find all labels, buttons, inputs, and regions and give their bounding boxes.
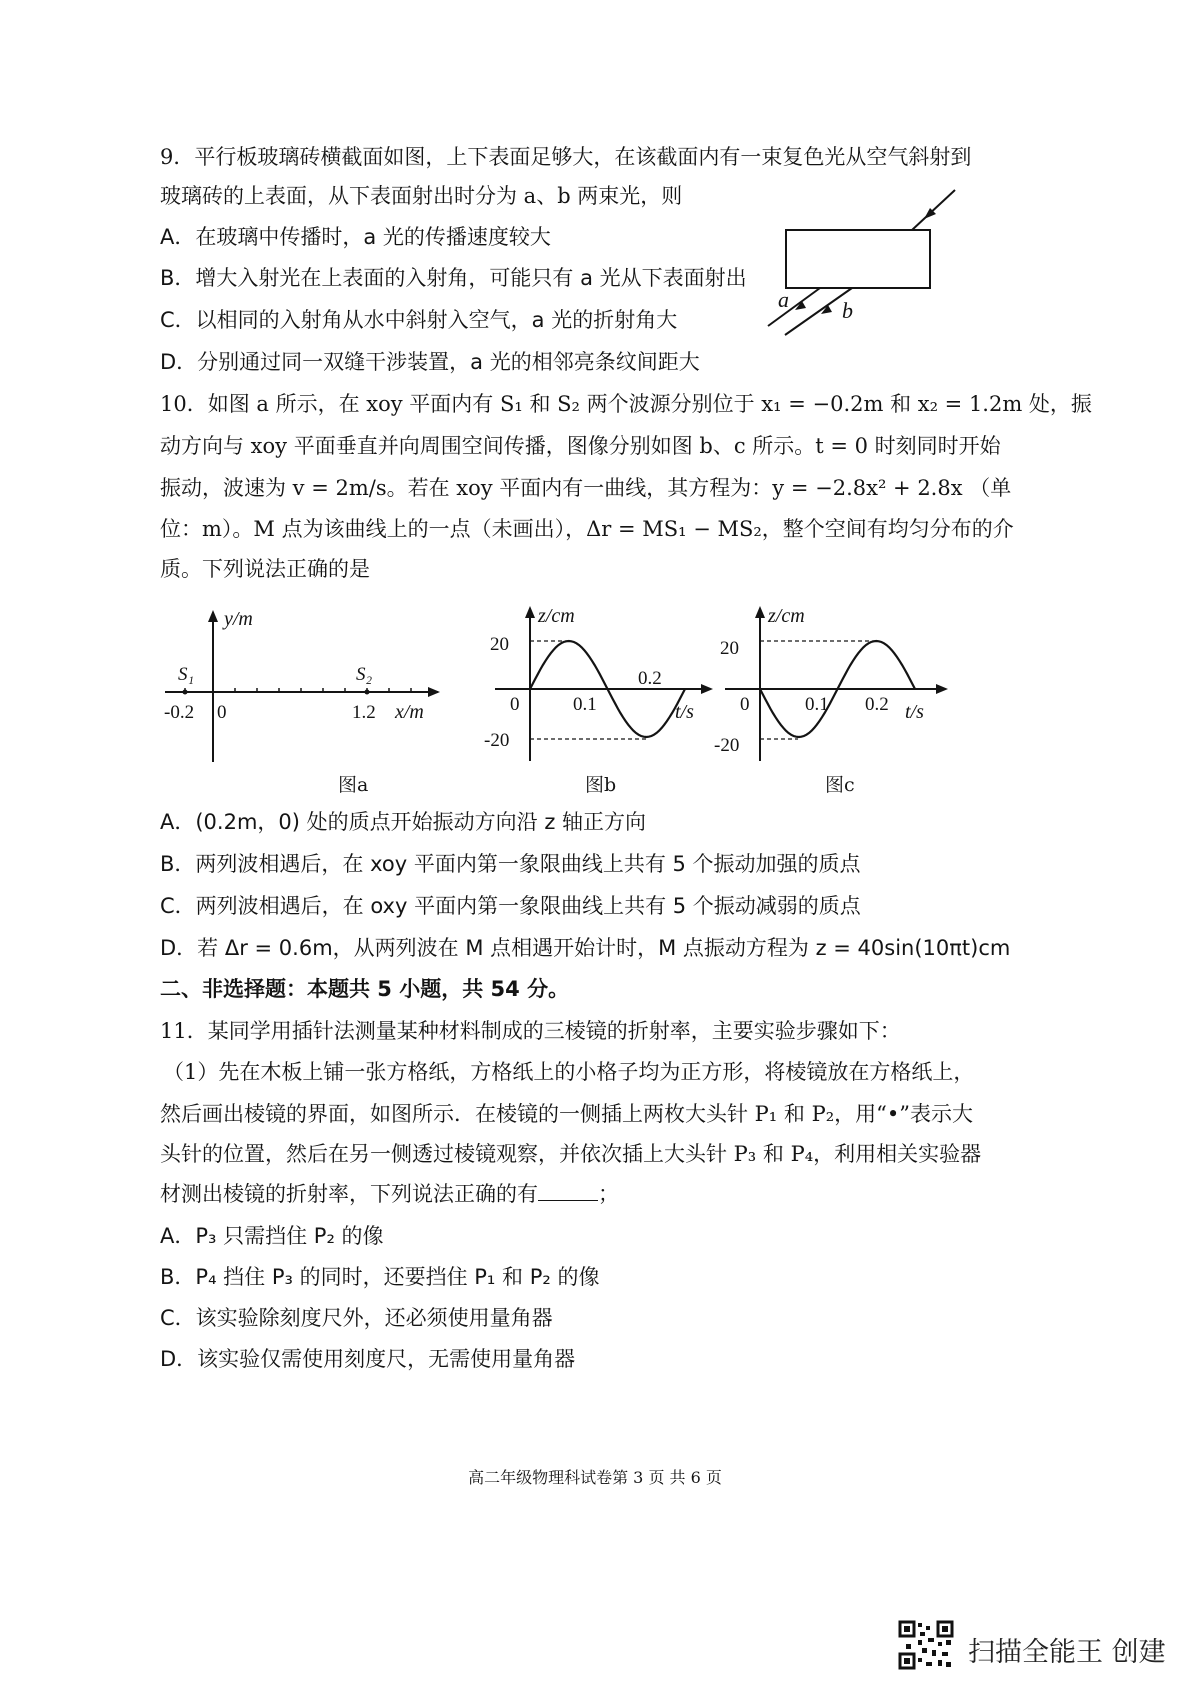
q11-stem-line5-end: ； — [598, 1182, 619, 1206]
q11-stem-line5-text: 材测出棱镜的折射率，下列说法正确的有 — [160, 1182, 538, 1206]
q10-option-d: D．若 Δr = 0.6m，从两列波在 M 点相遇开始计时，M 点振动方程为 z = 40sin(10πt)cm — [160, 936, 1011, 960]
label-b: b — [842, 298, 853, 323]
tick-0-1: 0.1 — [573, 694, 597, 715]
q9-stem-line1: 9．平行板玻璃砖横截面如图，上下表面足够大，在该截面内有一束复色光从空气斜射到 — [160, 145, 972, 169]
tick-0-2: 0.2 — [638, 668, 662, 689]
figure-a-caption: 图a — [338, 774, 369, 796]
q10-option-c: C．两列波相遇后，在 oxy 平面内第一象限曲线上共有 5 个振动减弱的质点 — [160, 894, 861, 918]
page-footer: 高二年级物理科试卷第 3 页 共 6 页 — [468, 1468, 722, 1487]
q10-option-a: A．(0.2m，0) 处的质点开始振动方向沿 z 轴正方向 — [160, 810, 647, 834]
t-axis-label: t/s — [675, 701, 694, 723]
q10-figure-b — [470, 596, 720, 766]
q11-option-c: C．该实验除刻度尺外，还必须使用量角器 — [160, 1306, 553, 1330]
z-axis-arrow — [525, 606, 535, 618]
tick-0-1: 0.1 — [805, 694, 829, 715]
q10-stem-line4: 位：m）。M 点为该曲线上的一点（未画出），Δr = MS₁ − MS₂，整个空间有均匀分布的介 — [160, 517, 1014, 541]
q9-stem-line2: 玻璃砖的上表面，从下表面射出时分为 a、b 两束光，则 — [160, 184, 683, 208]
tick-zero: 0 — [217, 702, 227, 723]
tick-1-2: 1.2 — [352, 702, 376, 723]
q11-stem-line4: 头针的位置，然后在另一侧透过棱镜观察，并依次插上大头针 P₃ 和 P₄，利用相关实验器 — [160, 1142, 982, 1166]
z-axis-label: z/cm — [538, 605, 575, 627]
q11-stem-line2: （1）先在木板上铺一张方格纸，方格纸上的小格子均为正方形，将棱镜放在方格纸上， — [163, 1060, 975, 1084]
tick-zero: 0 — [740, 694, 750, 715]
ray-a — [768, 288, 820, 326]
qr-code-icon — [898, 1620, 954, 1670]
q11-stem-line3: 然后画出棱镜的界面，如图所示．在棱镜的一侧插上两枚大头针 P₁ 和 P₂，用“•”表示大 — [160, 1102, 973, 1126]
tick-20: 20 — [490, 634, 509, 655]
q9-option-b: B．增大入射光在上表面的入射角，可能只有 a 光从下表面射出 — [160, 266, 747, 290]
figure-b-caption: 图b — [585, 774, 617, 796]
q11-stem-line5 — [160, 1180, 619, 1208]
label-s2: S₂ — [356, 664, 373, 685]
q9-glass-brick-figure — [760, 180, 970, 340]
tick-zero: 0 — [510, 694, 520, 715]
y-axis-label: y/m — [224, 608, 253, 630]
q10-stem-line1: 10．如图 a 所示，在 xoy 平面内有 S₁ 和 S₂ 两个波源分别位于 x₁ = −0.2m 和 x₂ = 1.2m 处，振 — [160, 392, 1092, 416]
q10-stem-line3: 振动，波速为 v = 2m/s。若在 xoy 平面内有一曲线，其方程为：y = −2.8x² + 2.8x （单 — [160, 476, 1012, 500]
z-axis-label: z/cm — [768, 605, 805, 627]
glass-brick-rect — [786, 230, 930, 288]
q11-stem-line1: 11．某同学用插针法测量某种材料制成的三棱镜的折射率，主要实验步骤如下： — [160, 1019, 901, 1043]
q10-option-b: B．两列波相遇后，在 xoy 平面内第一象限曲线上共有 5 个振动加强的质点 — [160, 852, 861, 876]
q10-stem-line5: 质。下列说法正确的是 — [160, 557, 370, 581]
t-axis-arrow — [936, 684, 948, 694]
figure-c-caption: 图c — [825, 774, 855, 796]
z-axis-arrow — [755, 606, 765, 618]
t-axis-label: t/s — [905, 701, 924, 723]
tick-neg-0-2: -0.2 — [164, 702, 195, 723]
q10-figure-a — [160, 600, 450, 770]
scanner-watermark — [898, 1620, 1168, 1670]
label-a: a — [778, 287, 789, 312]
source-s1-point — [183, 690, 188, 695]
source-s2-point — [365, 690, 370, 695]
tick-0-2: 0.2 — [865, 694, 889, 715]
q9-option-c: C．以相同的入射角从水中斜射入空气，a 光的折射角大 — [160, 308, 678, 332]
q10-stem-line2: 动方向与 xoy 平面垂直并向周围空间传播，图像分别如图 b、c 所示。t = 0 时刻同时开始 — [160, 434, 1001, 458]
watermark-text: 扫描全能王 创建 — [968, 1637, 1166, 1668]
tick-neg-20: -20 — [714, 735, 740, 756]
y-axis-arrow — [208, 610, 218, 622]
q10-figure-c — [705, 596, 955, 766]
x-axis-arrow — [428, 687, 440, 697]
incident-ray — [912, 190, 955, 230]
tick-20: 20 — [720, 638, 739, 659]
q11-option-d: D．该实验仅需使用刻度尺，无需使用量角器 — [160, 1347, 576, 1371]
tick-neg-20: -20 — [484, 730, 510, 751]
x-axis-label: x/m — [395, 701, 424, 723]
q11-option-a: A．P₃ 只需挡住 P₂ 的像 — [160, 1224, 384, 1248]
label-s1: S₁ — [178, 664, 195, 685]
q9-option-d: D．分别通过同一双缝干涉装置，a 光的相邻亮条纹间距大 — [160, 350, 700, 374]
answer-blank[interactable] — [538, 1180, 598, 1201]
section-2-heading: 二、非选择题：本题共 5 小题，共 54 分。 — [160, 977, 570, 1001]
q9-option-a: A．在玻璃中传播时，a 光的传播速度较大 — [160, 225, 551, 249]
q11-option-b: B．P₄ 挡住 P₃ 的同时，还要挡住 P₁ 和 P₂ 的像 — [160, 1265, 600, 1289]
